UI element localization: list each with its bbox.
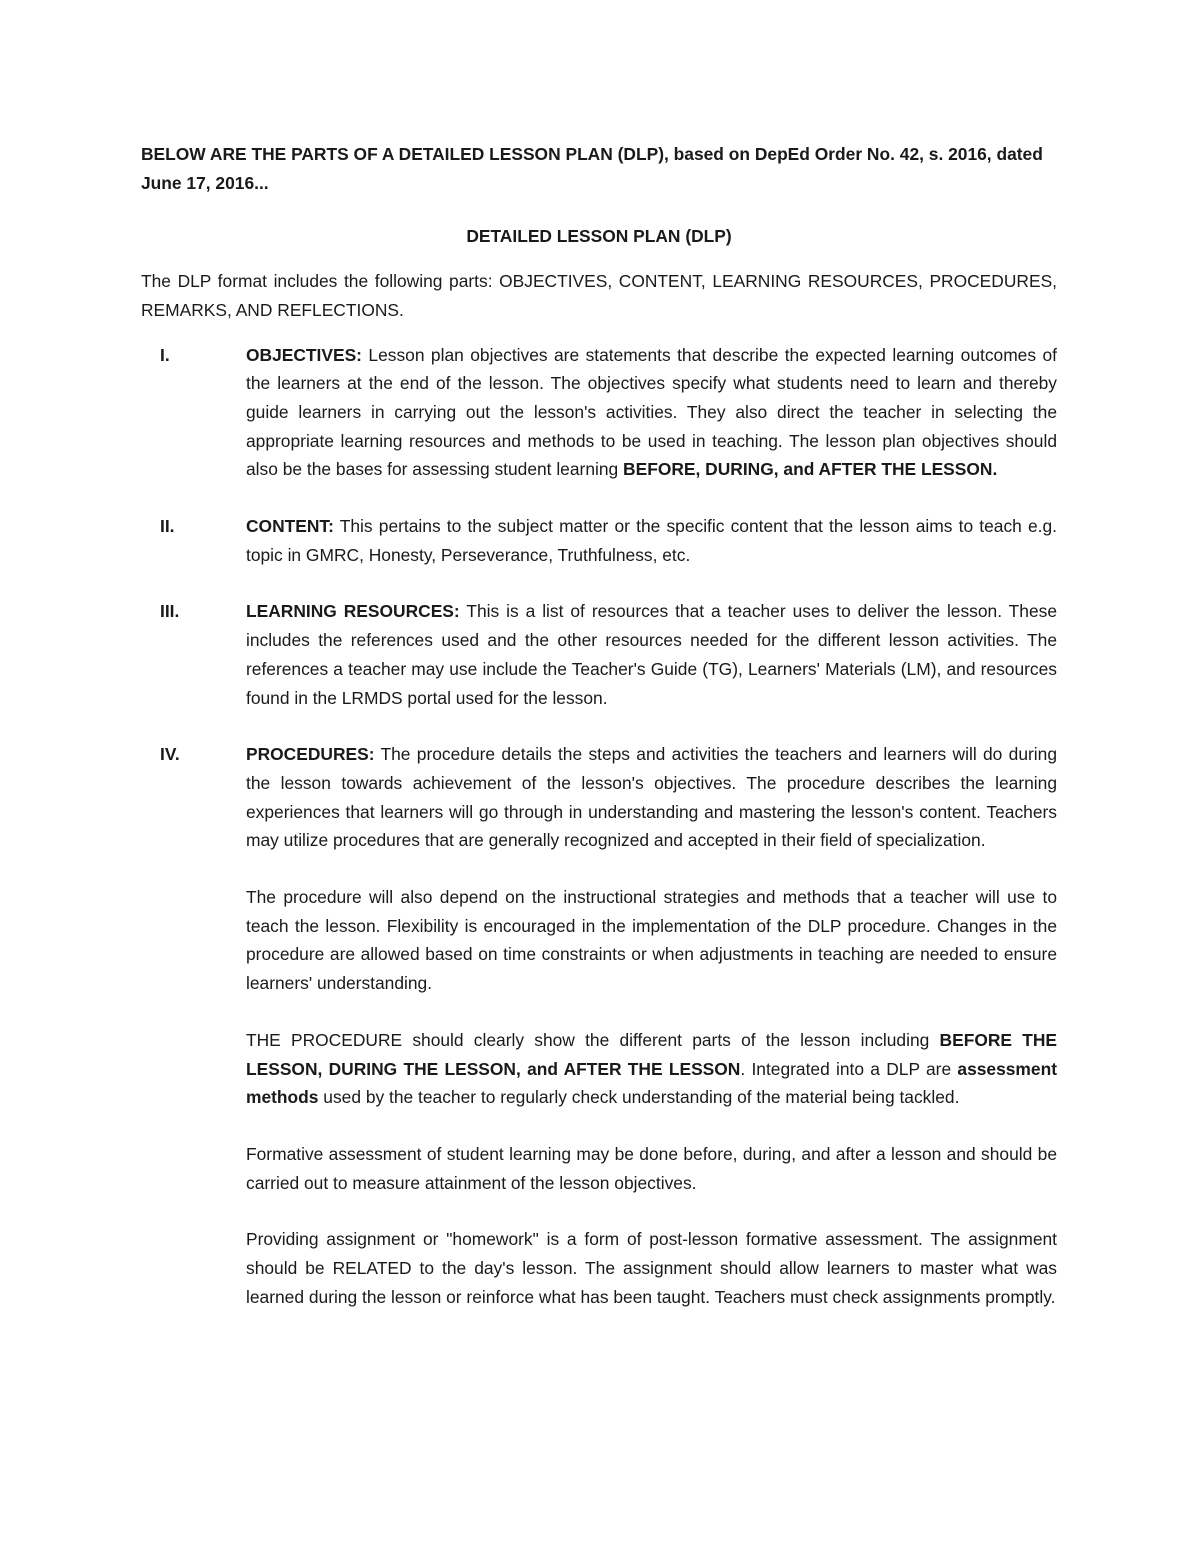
section-numeral: III. [160,601,180,622]
section-body [246,597,1057,712]
lead-paragraph: The DLP format includes the following parts: OBJECTIVES, CONTENT, LEARNING RESOURCES, PROCEDURES, REMARKS, AND REFLECTIONS. [141,271,1057,320]
section-body [246,512,1057,569]
section-paragraph [246,597,1057,712]
section-text: This pertains to the subject matter or the specific content that the lesson aims to teach e.g. topic in GMRC, Honesty, Perseverance, Truthfulness, etc. [246,516,1057,565]
procedure-paragraph-4: Formative assessment of student learning may be done before, during, and after a lesson and should be carried out to measure attainment of the lesson objectives. [246,1143,1057,1193]
section-paragraph [246,740,1057,855]
para3-text-2: . Integrated into a DLP are [740,1058,958,1079]
section-objectives [141,341,1057,485]
section-heading: CONTENT: [246,516,334,537]
section-numeral: IV. [160,744,180,765]
para3-text-3: used by the teacher to regularly check understanding of the material being tackled. [318,1087,960,1108]
procedure-paragraph-2: The procedure will also depend on the instructional strategies and methods that a teacher will use to teach the lesson. Flexibility is encouraged in the implementation of the DLP procedure. Changes in the procedure are allowed based on time constraints or when adjustments in teaching are needed to ensure learners' understanding. [246,887,1057,994]
procedure-paragraph-3 [246,1026,1057,1112]
intro-text: BELOW ARE THE PARTS OF A DETAILED LESSON PLAN (DLP), based on DepEd Order No. 42, s. 2016, dated June 17, 2016... [141,144,1043,193]
section-heading: LEARNING RESOURCES: [246,601,460,622]
document-page [141,140,1057,1340]
section-paragraph [246,512,1057,569]
para3-bold-2: assessment methods [246,1058,1057,1108]
section-numeral: I. [160,344,170,365]
para3-bold-1: BEFORE THE LESSON, DURING THE LESSON, and AFTER THE LESSON [246,1029,1057,1079]
section-learning-resources [141,597,1057,712]
section-content [141,512,1057,569]
section-text: Lesson plan objectives are statements that describe the expected learning outcomes of the learners at the end of the lesson. The objectives specify what students need to learn and thereby guide learners in carrying out the lesson's activities. They also direct the teacher in selecting the appropriate learning resources and methods to be used in teaching. The lesson plan objectives should also be the bases for assessing student learning [246,344,1057,480]
section-body [246,341,1057,485]
section-paragraph [246,341,1057,485]
procedure-paragraph-5: Providing assignment or "homework" is a form of post-lesson formative assessment. The assignment should be RELATED to the day's lesson. The assignment should allow learners to master what was learned during the lesson or reinforce what has been taught. Teachers must check assignments promptly. [246,1229,1057,1307]
section-text: This is a list of resources that a teacher uses to deliver the lesson. These includes the references used and the other resources needed for the different lesson activities. The references a teacher may use include the Teacher's Guide (TG), Learners' Materials (LM), and resources found in the LRMDS portal used for the lesson. [246,601,1057,708]
section-heading: OBJECTIVES: [246,344,362,365]
section-text: The procedure details the steps and activities the teachers and learners will do during the lesson towards achievement of the lesson's objectives. The procedure describes the learning experiences that learners will go through in understanding and mastering the lesson's content. Teachers may utilize procedures that are generally recognized and accepted in their field of specialization. [246,744,1057,851]
section-heading: PROCEDURES: [246,744,375,765]
section-procedures [141,740,1057,1311]
section-body [246,740,1057,1311]
section-emphasis: BEFORE, DURING, and AFTER THE LESSON. [623,459,998,480]
document-title: DETAILED LESSON PLAN (DLP) [466,226,732,247]
para3-text-1: THE PROCEDURE should clearly show the different parts of the lesson including [246,1029,940,1050]
section-numeral: II. [160,516,175,537]
